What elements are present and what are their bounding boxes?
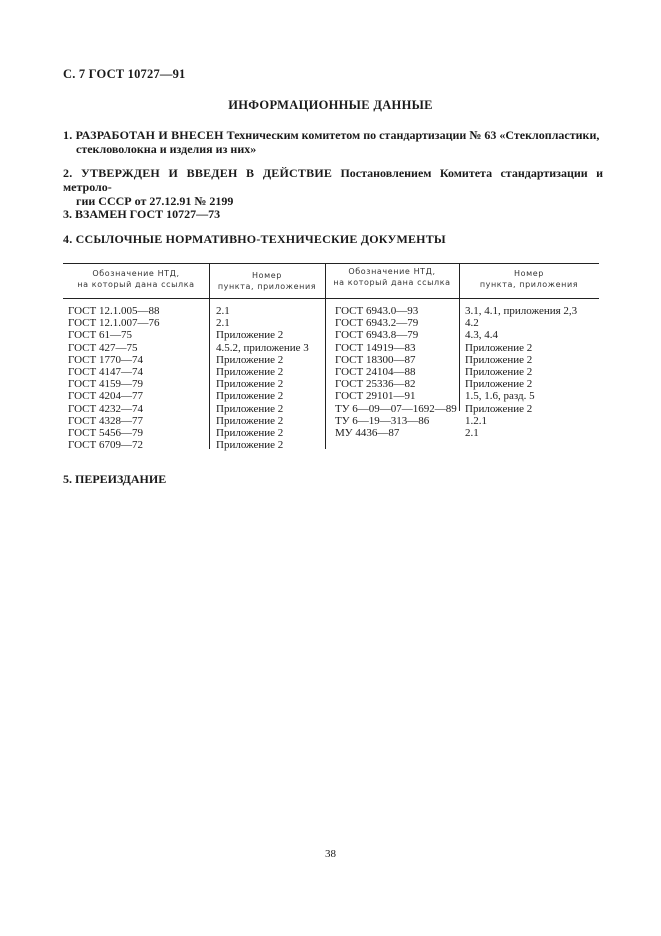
table-doc-cell: ГОСТ 4328—77 — [68, 414, 143, 427]
table-doc-cell: ГОСТ 4147—74 — [68, 365, 143, 378]
table-ref-cell: 4.2 — [465, 317, 479, 330]
table-doc-cell: ТУ 6—19—313—86 — [335, 414, 430, 427]
table-ref-cell: Приложение 2 — [465, 402, 533, 415]
table-ref-cell: Приложение 2 — [465, 378, 533, 391]
header-ntd-left — [63, 268, 209, 290]
right-docs-column — [335, 305, 457, 439]
table-doc-cell: МУ 4436—87 — [335, 426, 400, 439]
column-divider — [325, 263, 326, 449]
table-doc-cell: ГОСТ 25336—82 — [335, 378, 416, 391]
table-doc-cell: ГОСТ 12.1.005—88 — [68, 305, 160, 317]
header-line: на который дана ссылка — [77, 280, 195, 289]
table-doc-cell: ГОСТ 14919—83 — [335, 341, 416, 354]
header-line: Обозначение НТД, — [92, 269, 180, 278]
table-ref-cell: 2.1 — [216, 305, 230, 317]
table-ref-cell: 2.1 — [465, 426, 479, 439]
header-line: Номер — [514, 269, 544, 278]
item-continuation: гии СССР от 27.12.91 № 2199 — [76, 194, 234, 208]
table-ref-cell: 2.1 — [216, 317, 230, 330]
left-refs-column — [216, 305, 309, 451]
table-ref-cell: Приложение 2 — [465, 353, 533, 366]
right-refs-column — [465, 305, 577, 439]
info-item-reissue: 5. ПЕРЕИЗДАНИЕ — [63, 472, 167, 486]
header-line: пункта, приложения — [217, 282, 317, 291]
table-ref-cell: Приложение 2 — [216, 402, 284, 415]
info-item-replaces: 3. ВЗАМЕН ГОСТ 10727—73 — [63, 207, 221, 221]
table-doc-cell: ГОСТ 4159—79 — [68, 378, 143, 391]
item-lead: 2. УТВЕРЖДЕН И ВВЕДЕН В ДЕЙСТВИЕ — [63, 166, 333, 180]
table-doc-cell: ГОСТ 4204—77 — [68, 390, 143, 403]
table-doc-cell: ГОСТ 12.1.007—76 — [68, 317, 160, 330]
table-doc-cell: ГОСТ 24104—88 — [335, 365, 416, 378]
table-ref-cell: 1.2.1 — [465, 414, 487, 427]
header-clause-right — [459, 268, 599, 290]
header-clause-left — [209, 270, 325, 292]
table-ref-cell: Приложение 2 — [216, 365, 284, 378]
info-item-developed — [63, 128, 603, 156]
table-doc-cell: ГОСТ 18300—87 — [335, 353, 416, 366]
table-doc-cell: ГОСТ 6943.8—79 — [335, 329, 419, 342]
table-ref-cell: Приложение 2 — [216, 390, 284, 403]
table-ref-cell: 3.1, 4.1, приложения 2,3 — [465, 305, 578, 317]
table-ref-cell: Приложение 2 — [465, 365, 533, 378]
header-line: пункта, приложения — [479, 280, 579, 289]
item-continuation: стекловолокна и изделия из них» — [76, 142, 257, 156]
document-title: ИНФОРМАЦИОННЫЕ ДАННЫЕ — [228, 98, 433, 112]
info-item-references: 4. ССЫЛОЧНЫЕ НОРМАТИВНО-ТЕХНИЧЕСКИЕ ДОКУМЕНТЫ — [63, 232, 446, 246]
item-body: Постановлением Комитета стандартизации и метроло- — [63, 166, 604, 194]
left-docs-column — [68, 305, 159, 451]
header-line: на который дана ссылка — [333, 278, 451, 287]
table-ref-cell: Приложение 2 — [216, 353, 284, 366]
table-doc-cell: ГОСТ 427—75 — [68, 341, 138, 354]
table-doc-cell: ГОСТ 29101—91 — [335, 390, 416, 403]
table-ref-cell: Приложение 2 — [465, 341, 533, 354]
table-ref-cell: Приложение 2 — [216, 439, 284, 452]
header-line: Номер — [252, 271, 282, 280]
table-ref-cell: 4.3, 4.4 — [465, 329, 498, 342]
table-top-rule — [63, 263, 599, 264]
table-ref-cell: Приложение 2 — [216, 426, 284, 439]
table-header-rule — [63, 298, 599, 299]
item-lead: 1. РАЗРАБОТАН И ВНЕСЕН — [63, 128, 224, 142]
table-doc-cell: ТУ 6—09—07—1692—89 — [335, 402, 457, 415]
header-line: Обозначение НТД, — [348, 267, 436, 276]
table-ref-cell: Приложение 2 — [216, 378, 284, 391]
table-doc-cell: ГОСТ 4232—74 — [68, 402, 143, 415]
table-ref-cell: Приложение 2 — [216, 329, 284, 342]
table-doc-cell: ГОСТ 1770—74 — [68, 353, 143, 366]
table-doc-cell: ГОСТ 6709—72 — [68, 439, 143, 452]
table-doc-cell: ГОСТ 6943.2—79 — [335, 317, 419, 330]
table-doc-cell: ГОСТ 61—75 — [68, 329, 132, 342]
page-number: 38 — [325, 848, 336, 860]
item-body: Техническим комитетом по стандартизации № 63 «Стеклопластики, — [223, 128, 600, 142]
table-ref-cell: 1.5, 1.6, разд. 5 — [465, 390, 535, 403]
header-ntd-right — [325, 266, 459, 288]
info-item-approved — [63, 166, 603, 208]
table-doc-cell: ГОСТ 5456—79 — [68, 426, 143, 439]
table-ref-cell: 4.5.2, приложение 3 — [216, 341, 309, 354]
table-ref-cell: Приложение 2 — [216, 414, 284, 427]
table-doc-cell: ГОСТ 6943.0—93 — [335, 305, 419, 317]
page-header: С. 7 ГОСТ 10727—91 — [63, 67, 186, 81]
